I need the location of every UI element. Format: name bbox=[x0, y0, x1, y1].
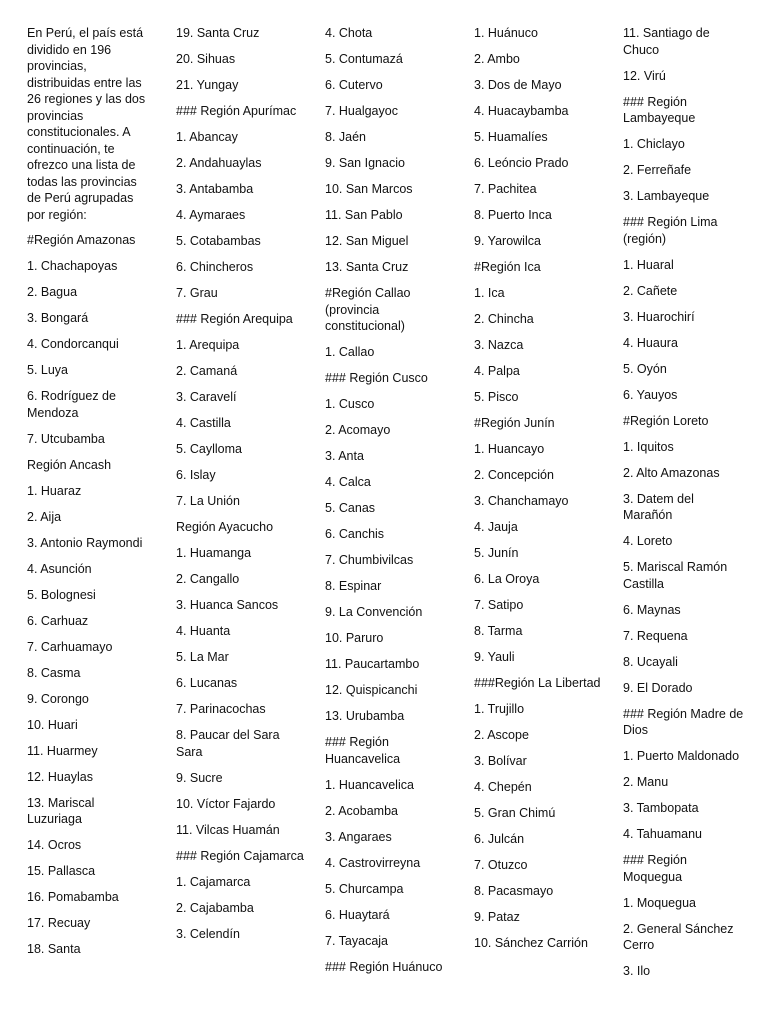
province-item: 9. Sucre bbox=[176, 770, 223, 785]
province-item: 3. Huanca Sancos bbox=[176, 598, 279, 612]
province-item: 5. Churcampa bbox=[325, 881, 404, 896]
province-item: 3. Chanchamayo bbox=[474, 494, 569, 508]
province-item: 1. Abancay bbox=[176, 130, 238, 144]
province-item: 7. Chumbivilcas bbox=[325, 553, 414, 567]
province-item: 4. Huanta bbox=[176, 624, 231, 638]
province-item: 7. Hualgayoc bbox=[325, 104, 398, 118]
province-item: 1. Chiclayo bbox=[623, 137, 685, 151]
region-heading: ### Región Huánuco bbox=[325, 959, 443, 974]
province-item: 6. Chincheros bbox=[176, 260, 254, 274]
province-item: 5. Pisco bbox=[474, 390, 519, 404]
province-item: 2. Ferreñafe bbox=[623, 163, 692, 177]
region-heading: ### Región Moquegua bbox=[623, 853, 687, 884]
region-heading: ### Región Huancavelica bbox=[325, 735, 401, 766]
province-item: 6. Lucanas bbox=[176, 676, 238, 690]
province-item: 8. Pacasmayo bbox=[474, 884, 554, 898]
province-item: 5. Luya bbox=[27, 363, 69, 377]
region-heading: #Región Junín bbox=[474, 416, 555, 430]
province-item: 2. Aija bbox=[27, 509, 62, 524]
province-item: 17. Recuay bbox=[27, 916, 91, 930]
province-item: 6. Rodríguez de Mendoza bbox=[27, 389, 116, 420]
province-item: 10. Paruro bbox=[325, 631, 384, 645]
province-item: 3. Antonio Raymondi bbox=[27, 535, 143, 550]
province-item: 5. Junín bbox=[474, 546, 519, 560]
province-item: 5. La Mar bbox=[176, 650, 229, 664]
province-item: 3. Huarochirí bbox=[623, 309, 695, 324]
region-heading: #Región Ica bbox=[474, 260, 541, 274]
province-item: 6. Carhuaz bbox=[27, 613, 89, 628]
province-item: 6. Canchis bbox=[325, 527, 385, 541]
province-item: 7. Otuzco bbox=[474, 858, 528, 872]
province-item: 6. Julcán bbox=[474, 832, 525, 846]
region-heading: ### Región Cajamarca bbox=[176, 848, 304, 863]
province-item: 2. Ambo bbox=[474, 52, 520, 66]
province-item: 3. Datem del Marañón bbox=[623, 491, 694, 522]
province-item: 4. Asunción bbox=[27, 561, 92, 576]
region-heading: ###Región La Libertad bbox=[474, 676, 601, 690]
province-item: 3. Dos de Mayo bbox=[474, 78, 562, 92]
province-item: 4. Aymaraes bbox=[176, 208, 246, 222]
province-item: 5. Caylloma bbox=[176, 442, 242, 456]
province-item: 7. Requena bbox=[623, 628, 688, 643]
province-item: 3. Tambopata bbox=[623, 801, 699, 815]
province-item: 1. Huaral bbox=[623, 257, 674, 272]
province-item: 9. La Convención bbox=[325, 605, 423, 619]
province-item: 9. Corongo bbox=[27, 691, 89, 706]
province-item: 19. Santa Cruz bbox=[176, 26, 260, 40]
text-column-4 bbox=[474, 25, 614, 961]
province-item: 8. Casma bbox=[27, 665, 81, 680]
province-item: 3. Bongará bbox=[27, 311, 89, 325]
province-item: 3. Nazca bbox=[474, 338, 524, 352]
province-item: 1. Huancavelica bbox=[325, 777, 414, 792]
province-item: 4. Loreto bbox=[623, 534, 673, 548]
province-item: 11. Huarmey bbox=[27, 743, 98, 758]
province-item: 1. Puerto Maldonado bbox=[623, 749, 740, 763]
province-item: 1. Moquegua bbox=[623, 895, 696, 910]
province-item: 2. Ascope bbox=[474, 728, 529, 742]
province-item: 3. Caravelí bbox=[176, 390, 237, 404]
region-heading: ### Región Arequipa bbox=[176, 312, 293, 326]
province-item: 5. Canas bbox=[325, 501, 376, 515]
province-item: 3. Celendín bbox=[176, 926, 240, 941]
province-item: 9. Pataz bbox=[474, 910, 520, 924]
region-heading: Región Ayacucho bbox=[176, 520, 274, 534]
province-item: 9. Yarowilca bbox=[474, 234, 541, 248]
province-item: 10. Huari bbox=[27, 717, 78, 732]
region-heading: #Región Loreto bbox=[623, 413, 709, 428]
province-item: 2. Alto Amazonas bbox=[623, 465, 720, 480]
province-item: 3. Ilo bbox=[623, 964, 651, 978]
province-item: 4. Castrovirreyna bbox=[325, 855, 421, 870]
province-item: 1. Huaraz bbox=[27, 483, 82, 498]
province-item: 1. Iquitos bbox=[623, 439, 674, 454]
province-item: 7. Parinacochas bbox=[176, 702, 266, 716]
province-item: 12. Huaylas bbox=[27, 769, 94, 784]
province-item: 7. Grau bbox=[176, 286, 218, 300]
province-item: 11. San Pablo bbox=[325, 208, 403, 222]
province-item: 11. Santiago de Chuco bbox=[623, 26, 710, 57]
province-item: 21. Yungay bbox=[176, 78, 239, 92]
province-item: 13. Santa Cruz bbox=[325, 260, 409, 274]
province-item: 4. Calca bbox=[325, 475, 371, 489]
province-item: 16. Pomabamba bbox=[27, 890, 119, 904]
province-item: 1. Ica bbox=[474, 286, 505, 300]
province-item: 6. Maynas bbox=[623, 602, 681, 617]
text-column-3 bbox=[325, 25, 457, 985]
province-item: 1. Arequipa bbox=[176, 338, 240, 352]
province-item: 4. Huaura bbox=[623, 335, 678, 350]
region-heading: ### Región Cusco bbox=[325, 371, 428, 385]
province-item: 9. Yauli bbox=[474, 650, 515, 664]
region-heading: #Región Callao (provincia constitucional) bbox=[325, 286, 411, 333]
province-item: 4. Tahuamanu bbox=[623, 827, 702, 841]
region-heading: ### Región Lambayeque bbox=[623, 94, 696, 125]
province-item: 2. General Sánchez Cerro bbox=[623, 921, 734, 952]
province-item: 1. Huancayo bbox=[474, 442, 545, 456]
province-item: 2. Acomayo bbox=[325, 423, 391, 437]
province-item: 1. Trujillo bbox=[474, 702, 525, 716]
province-item: 1. Cajamarca bbox=[176, 874, 251, 889]
province-item: 14. Ocros bbox=[27, 838, 82, 852]
province-item: 6. Leóncio Prado bbox=[474, 156, 569, 170]
province-item: 11. Vilcas Huamán bbox=[176, 822, 280, 837]
province-item: 2. Bagua bbox=[27, 285, 78, 299]
region-heading: #Región Amazonas bbox=[27, 233, 136, 247]
province-item: 10. San Marcos bbox=[325, 182, 413, 196]
province-item: 8. Tarma bbox=[474, 624, 523, 638]
province-item: 7. Pachitea bbox=[474, 182, 537, 196]
province-item: 5. Cotabambas bbox=[176, 234, 261, 248]
province-item: 15. Pallasca bbox=[27, 864, 96, 878]
province-item: 9. El Dorado bbox=[623, 680, 693, 695]
text-column-1 bbox=[27, 25, 147, 967]
province-item: 18. Santa bbox=[27, 942, 81, 956]
region-heading: ### Región Madre de Dios bbox=[623, 706, 744, 737]
province-item: 7. La Unión bbox=[176, 494, 240, 508]
province-item: 2. Camaná bbox=[176, 364, 238, 378]
province-item: 4. Huacaybamba bbox=[474, 104, 569, 118]
province-item: 4. Castilla bbox=[176, 416, 231, 430]
province-item: 6. Huaytará bbox=[325, 907, 390, 922]
province-item: 6. La Oroya bbox=[474, 572, 540, 586]
province-item: 5. Bolognesi bbox=[27, 587, 96, 602]
region-heading: ### Región Apurímac bbox=[176, 104, 297, 118]
province-item: 5. Mariscal Ramón Castilla bbox=[623, 560, 728, 591]
text-column-2 bbox=[176, 25, 308, 952]
province-item: 2. Andahuaylas bbox=[176, 156, 262, 170]
province-item: 13. Urubamba bbox=[325, 709, 405, 723]
province-item: 4. Jauja bbox=[474, 520, 518, 534]
province-item: 3. Angaraes bbox=[325, 829, 392, 844]
province-item: 8. Puerto Inca bbox=[474, 208, 552, 222]
province-item: 4. Palpa bbox=[474, 364, 520, 378]
province-item: 20. Sihuas bbox=[176, 52, 236, 66]
province-item: 12. Virú bbox=[623, 68, 666, 83]
province-item: 2. Chincha bbox=[474, 312, 534, 326]
province-item: 13. Mariscal Luzuriaga bbox=[27, 795, 95, 826]
province-item: 4. Chota bbox=[325, 26, 373, 40]
province-item: 3. Antabamba bbox=[176, 182, 254, 196]
province-item: 8. Espinar bbox=[325, 579, 382, 593]
province-item: 7. Satipo bbox=[474, 598, 524, 612]
province-item: 11. Paucartambo bbox=[325, 657, 420, 671]
province-item: 6. Cutervo bbox=[325, 78, 383, 92]
province-item: 8. Ucayali bbox=[623, 654, 678, 669]
province-item: 9. San Ignacio bbox=[325, 156, 405, 170]
intro-paragraph: En Perú, el país está dividido en 196 provincias, distribuidas entre las 26 regiones y las dos provincias constitucionales. A continuación, te ofrezco una lista de todas las provincias de Perú agrupadas por región: bbox=[27, 26, 146, 222]
province-item: 10. Sánchez Carrión bbox=[474, 936, 588, 950]
province-item: 6. Yauyos bbox=[623, 387, 678, 402]
province-item: 3. Lambayeque bbox=[623, 189, 710, 203]
province-item: 5. Huamalíes bbox=[474, 130, 548, 144]
province-item: 1. Huánuco bbox=[474, 26, 538, 40]
region-heading: Región Ancash bbox=[27, 457, 112, 472]
province-item: 7. Tayacaja bbox=[325, 933, 389, 948]
province-item: 2. Cangallo bbox=[176, 572, 240, 586]
province-item: 8. Jaén bbox=[325, 130, 367, 144]
province-item: 1. Cusco bbox=[325, 397, 375, 411]
province-item: 6. Islay bbox=[176, 468, 216, 482]
province-item: 3. Anta bbox=[325, 449, 364, 463]
province-item: 4. Condorcanqui bbox=[27, 337, 119, 351]
province-item: 2. Manu bbox=[623, 775, 669, 789]
province-item: 1. Callao bbox=[325, 345, 375, 359]
province-item: 1. Huamanga bbox=[176, 546, 252, 560]
province-item: 2. Cañete bbox=[623, 283, 678, 298]
province-item: 10. Víctor Fajardo bbox=[176, 796, 276, 811]
province-item: 2. Cajabamba bbox=[176, 900, 254, 915]
province-item: 1. Chachapoyas bbox=[27, 259, 118, 273]
text-column-5 bbox=[623, 25, 745, 989]
province-item: 7. Carhuamayo bbox=[27, 639, 113, 654]
province-item: 3. Bolívar bbox=[474, 754, 527, 768]
province-item: 8. Paucar del Sara Sara bbox=[176, 728, 280, 759]
province-item: 12. San Miguel bbox=[325, 234, 409, 248]
province-item: 12. Quispicanchi bbox=[325, 683, 418, 697]
province-item: 5. Contumazá bbox=[325, 52, 403, 66]
province-item: 5. Oyón bbox=[623, 361, 667, 376]
region-heading: ### Región Lima (región) bbox=[623, 215, 718, 246]
province-item: 7. Utcubamba bbox=[27, 431, 105, 446]
province-item: 2. Acobamba bbox=[325, 803, 398, 818]
province-item: 2. Concepción bbox=[474, 468, 554, 482]
province-item: 5. Gran Chimú bbox=[474, 806, 556, 820]
province-item: 4. Chepén bbox=[474, 780, 532, 794]
